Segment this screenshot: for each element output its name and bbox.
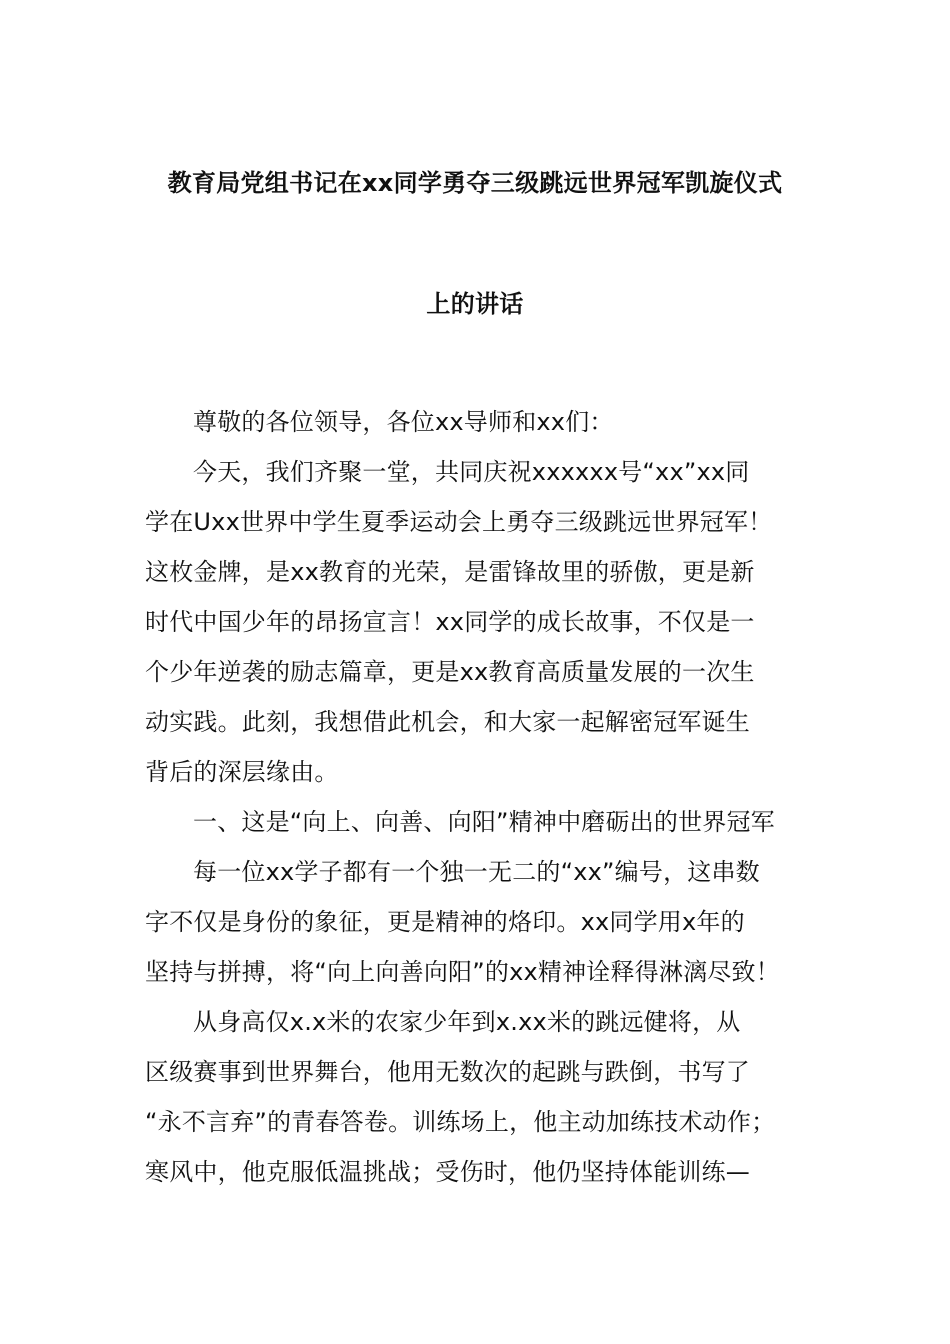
body-line: 背后的深层缘由。 [145,758,339,786]
body-line: 每一位xx学子都有一个独一无二的“xx”编号，这串数 [193,858,760,886]
body-line: 寒风中，他克服低温挑战；受伤时，他仍坚持体能训练— [145,1158,750,1186]
body-line: 时代中国少年的昂扬宣言！xx同学的成长故事，不仅是一 [145,608,755,636]
body-line: 从身高仅x.x米的农家少年到x.xx米的跳远健将，从 [193,1008,741,1036]
body-line: “永不言弃”的青春答卷。训练场上，他主动加练技术动作； [145,1108,776,1136]
body-line: 这枚金牌，是xx教育的光荣，是雷锋故里的骄傲，更是新 [145,558,755,586]
body-line: 坚持与拼搏，将“向上向善向阳”的xx精神诠释得淋漓尽致！ [145,958,780,986]
body-line: 今天，我们齐聚一堂，共同庆祝xxxxxx号“xx”xx同 [193,458,750,486]
section-heading: 一、这是“向上、向善、向阳”精神中磨砺出的世界冠军 [193,808,775,836]
body-line: 区级赛事到世界舞台，他用无数次的起跳与跌倒，书写了 [145,1058,750,1086]
body-line: 个少年逆袭的励志篇章，更是xx教育高质量发展的一次生 [145,658,755,686]
body-line: 学在Uxx世界中学生夏季运动会上勇夺三级跳远世界冠军！ [145,508,773,536]
document-title-line-1: 教育局党组书记在xx同学勇夺三级跳远世界冠军凯旋仪式 [167,169,783,197]
body-line: 字不仅是身份的象征，更是精神的烙印。xx同学用x年的 [145,908,745,936]
body-line: 动实践。此刻，我想借此机会，和大家一起解密冠军诞生 [145,708,750,736]
salutation: 尊敬的各位领导，各位xx导师和xx们： [193,408,614,436]
document-title-line-2: 上的讲话 [426,290,524,318]
